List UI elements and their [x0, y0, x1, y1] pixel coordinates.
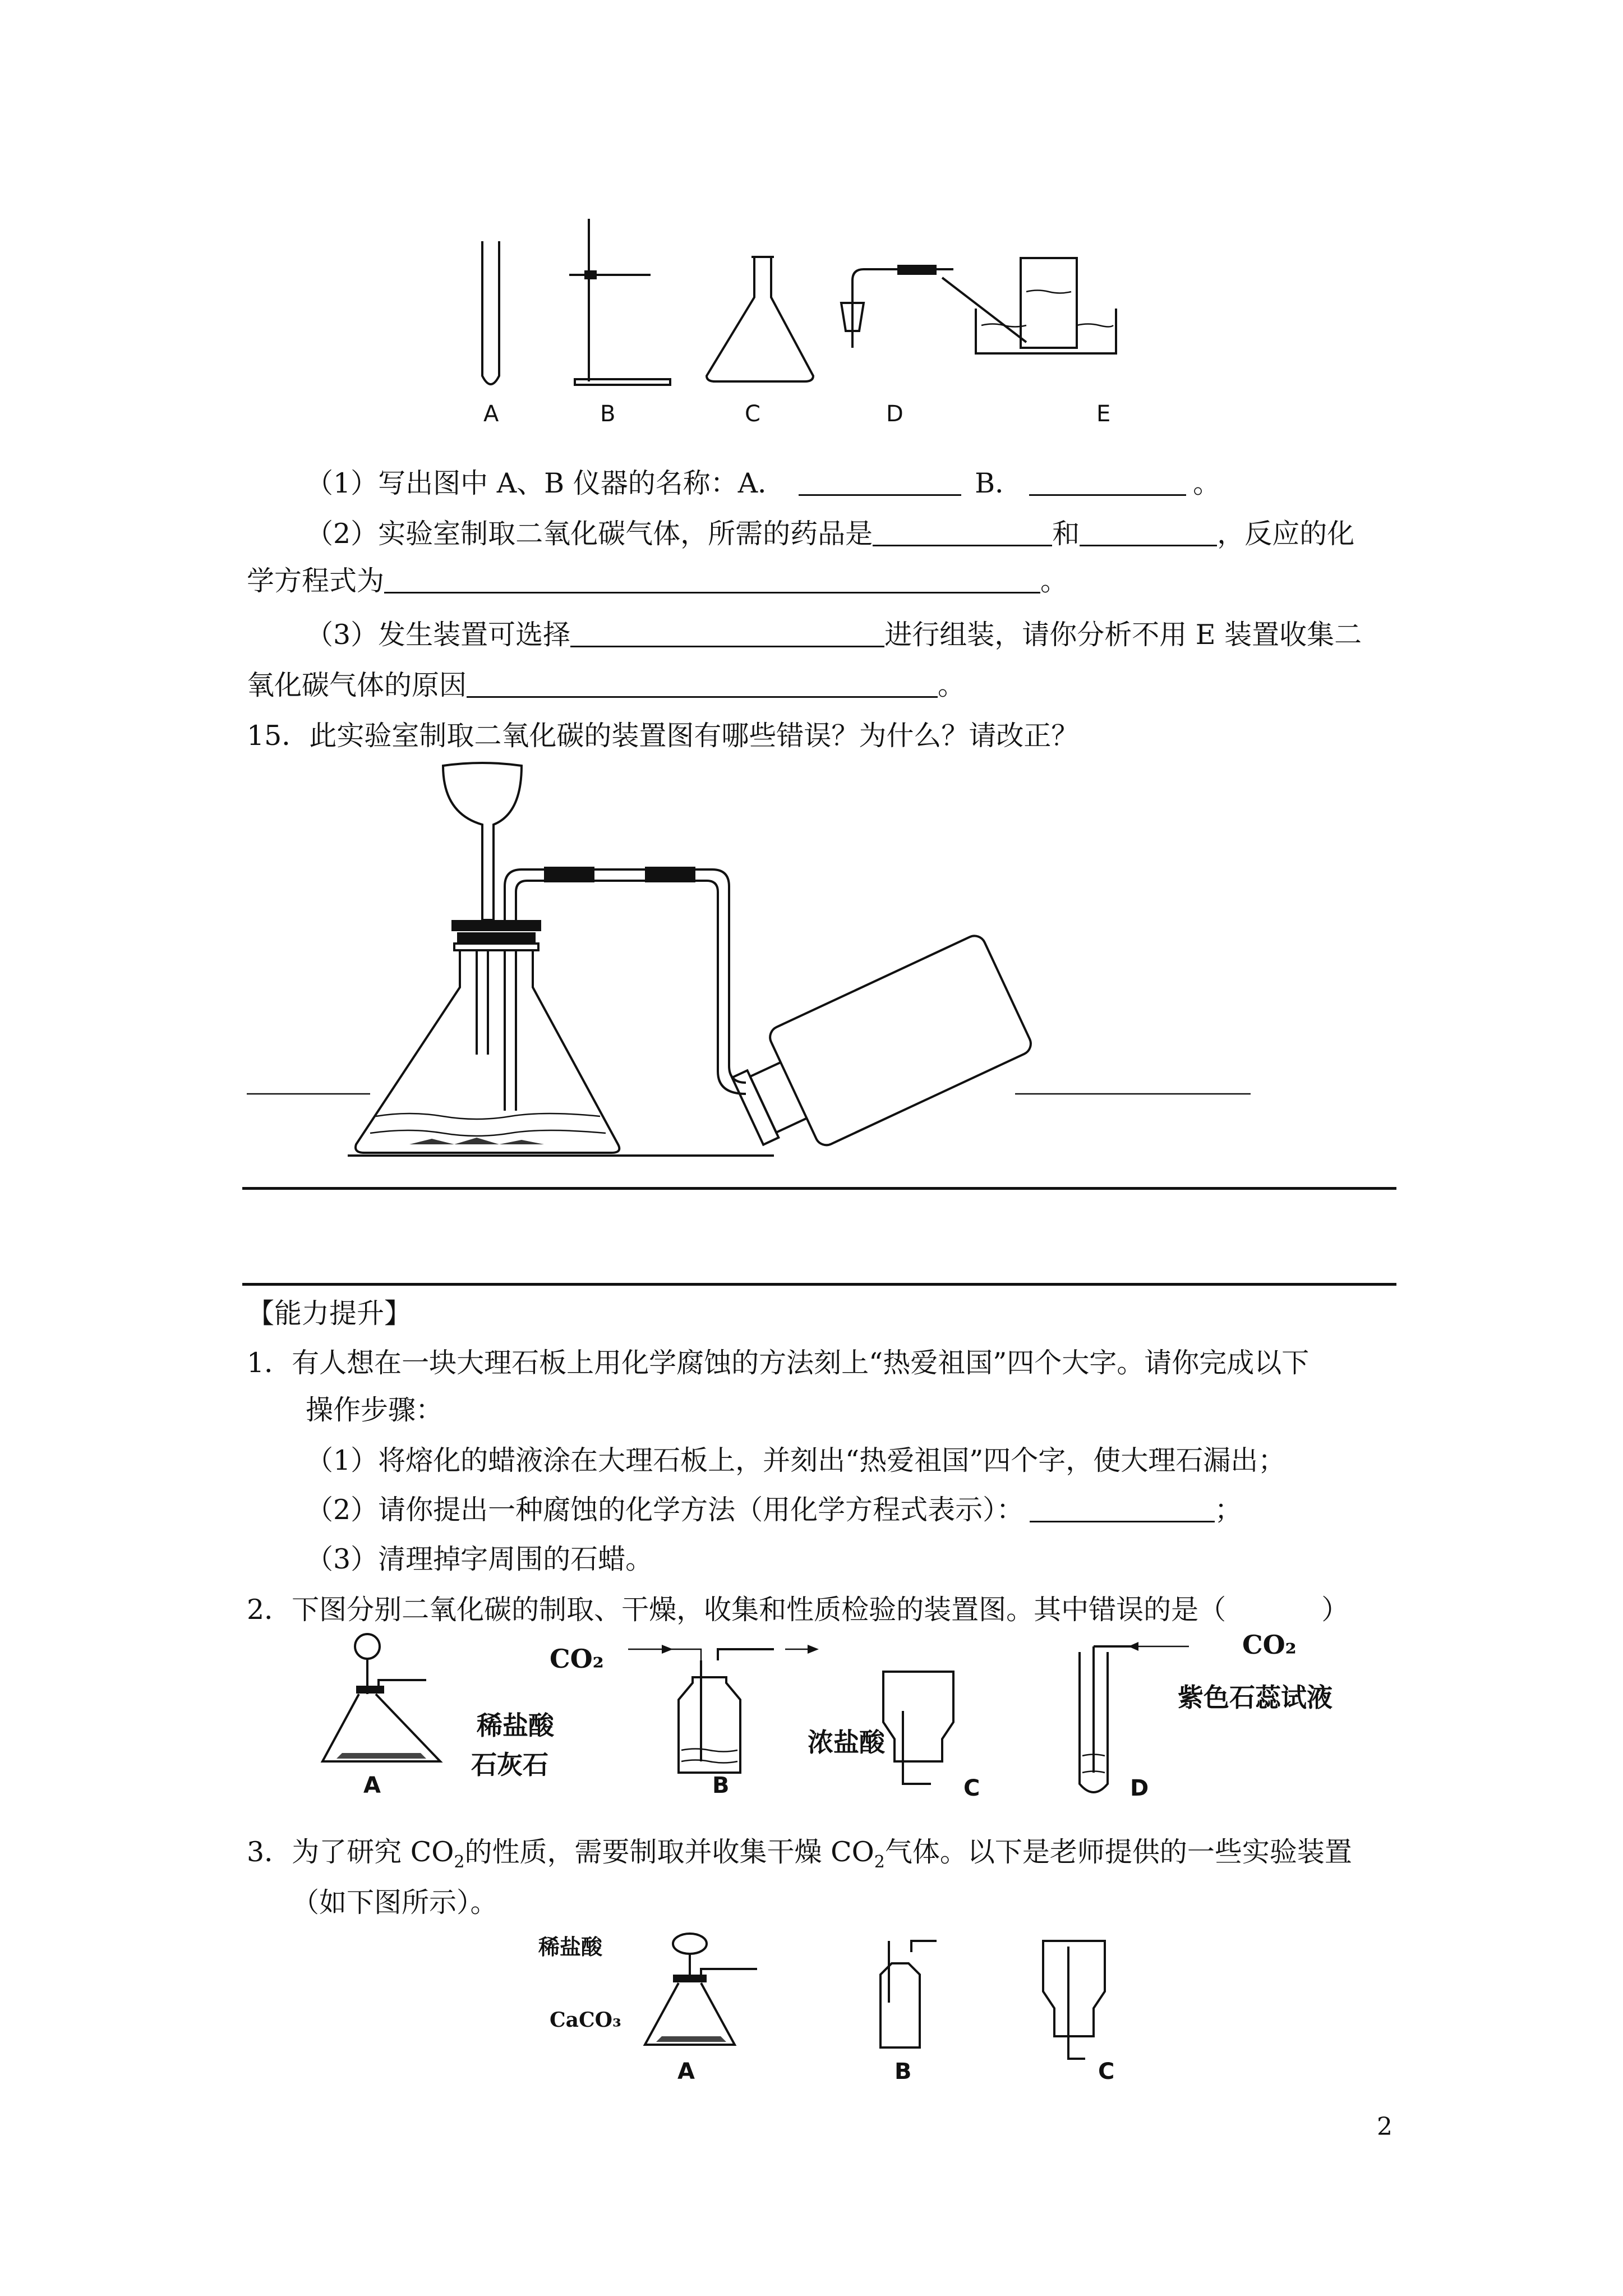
page-number: 2: [1377, 2113, 1393, 2141]
a3-label-c: C: [1098, 2059, 1115, 2085]
iron-stand-icon: [569, 219, 670, 385]
conical-flask-icon: [707, 257, 813, 381]
label-co2-left: CO₂: [550, 1644, 604, 1674]
a1-step1: （1）将熔化的蜡液涂在大理石板上，并刻出“热爱祖国”四个字，使大理石漏出；: [306, 1444, 1286, 1476]
a2-label-b: B: [712, 1773, 730, 1798]
a2-label-a: A: [363, 1773, 381, 1798]
a3-label-b: B: [895, 2059, 912, 2085]
section-title: 【能力提升】: [247, 1297, 412, 1329]
a3-label-a: A: [677, 2059, 695, 2085]
fig-label-e: E: [1096, 401, 1111, 427]
a2-label-d: D: [1130, 1775, 1149, 1801]
label-co2-right: CO₂: [1242, 1630, 1297, 1660]
answer-blank-corrosion[interactable]: [1030, 1496, 1215, 1522]
device-a3-jar-icon: [1043, 1941, 1105, 2059]
a3-question-line1: 3．为了研究 $CO_2$的性质，需要制取并收集干燥 $CO_2$气体。以下是老师提供的一些实验装置: [247, 1836, 1352, 1872]
a1-step2: （2）请你提出一种腐蚀的化学方法（用化学方程式表示）： ；: [306, 1494, 1242, 1526]
device-d-icon: [1080, 1642, 1189, 1792]
a1-question-line2: 操作步骤：: [306, 1394, 444, 1426]
divider-top: [242, 1187, 1396, 1190]
stopper-tube-icon: [841, 265, 953, 348]
answer-blank-equation[interactable]: [384, 567, 1040, 593]
test-tube-icon: [482, 241, 499, 384]
device-c-icon: [883, 1672, 953, 1784]
device-a3-bottle-icon: [880, 1941, 937, 2047]
answer-blank-device[interactable]: [570, 621, 884, 647]
q15-question: 15．此实验室制取二氧化碳的装置图有哪些错误？为什么？请改正？: [247, 720, 1079, 752]
q14-part2: （2）实验室制取二氧化碳气体，所需的药品是 和 ，反应的化: [306, 518, 1355, 550]
answer-blank-choice[interactable]: [1226, 1598, 1321, 1622]
q14-part3: （3）发生装置可选择 进行组装，请你分析不用 E 装置收集二: [306, 619, 1362, 651]
device-a3-flask-icon: [645, 1934, 757, 2045]
a2-label-c: C: [963, 1775, 980, 1801]
fig-label-d: D: [886, 401, 903, 427]
water-trough-icon: [942, 258, 1116, 353]
fig-label-c: C: [745, 401, 760, 427]
fig-label-a: A: [483, 401, 499, 427]
a3-question-line2: （如下图所示）。: [292, 1887, 498, 1918]
co2-three-devices-figure: [594, 1930, 1211, 2076]
q14-part1: （1）写出图中 A、B 仪器的名称：A． B． 。: [306, 467, 1221, 499]
label-caco3: CaCO₃: [550, 2008, 621, 2032]
label-dilute-acid-2: 稀盐酸: [538, 1934, 603, 1959]
q14-part3-line2: 氧化碳气体的原因 。: [247, 669, 966, 701]
answer-blank-a[interactable]: [799, 470, 961, 496]
apparatus-figure-top: [460, 213, 1189, 426]
a1-step3: （3）清理掉字周围的石蜡。: [306, 1543, 653, 1575]
label-limestone: 石灰石: [471, 1750, 548, 1780]
label-dilute-acid: 稀盐酸: [477, 1710, 554, 1741]
a2-question: 2．下图分别二氧化碳的制取、干燥，收集和性质检验的装置图。其中错误的是（ ）: [247, 1594, 1349, 1626]
device-a-icon: [322, 1634, 440, 1761]
fig-label-b: B: [600, 401, 616, 427]
q14-part2-line2: 学方程式为 。: [247, 565, 1068, 597]
answer-blank-drug2[interactable]: [1080, 520, 1217, 546]
answer-blank-reason[interactable]: [467, 671, 938, 698]
co2-apparatus-figure: [241, 752, 1251, 1167]
divider-bottom: [242, 1283, 1396, 1286]
label-conc-acid: 浓盐酸: [808, 1727, 885, 1757]
label-litmus: 紫色石蕊试液: [1178, 1682, 1332, 1713]
answer-blank-b[interactable]: [1029, 470, 1186, 496]
answer-blank-drug1[interactable]: [873, 520, 1052, 546]
device-b-icon: [628, 1645, 819, 1773]
a1-question-line1: 1．有人想在一块大理石板上用化学腐蚀的方法刻上“热爱祖国”四个大字。请你完成以下: [247, 1347, 1310, 1379]
